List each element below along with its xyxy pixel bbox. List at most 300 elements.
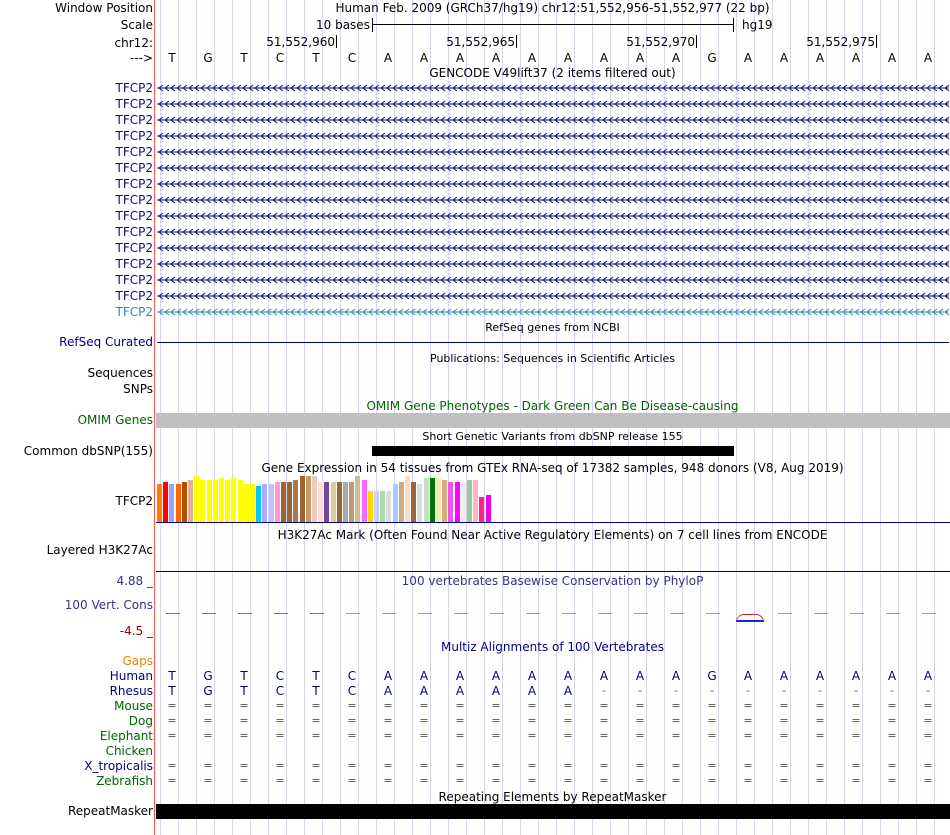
alignment-base: - (710, 684, 714, 697)
alignment-base: A (671, 669, 681, 683)
gtex-tissue-bar[interactable] (467, 480, 472, 522)
alignment-base: = (167, 699, 177, 712)
gencode-transcript-label[interactable]: TFCP2 (115, 305, 153, 319)
gtex-tissue-bar[interactable] (362, 480, 367, 522)
alignment-base: T (168, 684, 176, 698)
alignment-base: = (563, 699, 573, 712)
alignment-base: = (671, 774, 681, 787)
multiz-species-label[interactable]: X_tropicalis (84, 759, 153, 773)
gtex-tissue-bar[interactable] (269, 484, 274, 522)
repeatmasker-track-title: Repeating Elements by RepeatMasker (438, 790, 667, 804)
alignment-base: A (455, 684, 465, 698)
alignment-base: A (383, 669, 393, 683)
repeatmasker-bar[interactable] (156, 804, 950, 819)
multiz-species-label[interactable]: Elephant (99, 729, 153, 743)
alignment-base: = (599, 699, 609, 712)
gtex-tissue-bar[interactable] (386, 491, 391, 522)
alignment-base: = (707, 699, 717, 712)
sequence-base: A (923, 51, 933, 65)
alignment-base: = (707, 759, 717, 772)
alignment-base: A (779, 669, 789, 683)
gtex-tissue-bar[interactable] (194, 476, 199, 522)
alignment-base: A (743, 669, 753, 683)
h3k27ac-track-title: H3K27Ac Mark (Often Found Near Active Regulatory Elements) on 7 cell lines from ENCODE (277, 528, 828, 542)
h3k27ac-baseline (156, 571, 950, 572)
gtex-tissue-bar[interactable] (188, 480, 193, 522)
alignment-base: T (312, 669, 320, 683)
gtex-track-label[interactable]: TFCP2 (115, 494, 153, 508)
alignment-base: - (602, 684, 606, 697)
sequence-base: A (419, 51, 429, 65)
gencode-transcript-line[interactable] (157, 211, 949, 221)
gtex-tissue-bar[interactable] (213, 480, 218, 522)
gtex-tissue-bar[interactable] (207, 480, 212, 522)
tick-label: 51,552,975 (806, 35, 875, 49)
gtex-tissue-bar[interactable] (455, 482, 460, 522)
alignment-base: = (599, 759, 609, 772)
alignment-base: = (887, 714, 897, 727)
gtex-baseline (156, 522, 950, 523)
tick-label: 51,552,970 (626, 35, 695, 49)
sequence-base: T (168, 51, 176, 65)
gtex-tissue-bar[interactable] (231, 478, 236, 522)
alignment-base: = (635, 714, 645, 727)
alignment-base: = (383, 714, 393, 727)
phylop-score-mark[interactable] (526, 613, 540, 614)
alignment-base: = (887, 759, 897, 772)
alignment-base: = (635, 699, 645, 712)
gtex-tissue-bar[interactable] (399, 482, 404, 522)
gtex-tissue-bar[interactable] (219, 478, 224, 522)
multiz-species-label[interactable]: Zebrafish (96, 774, 153, 788)
phylop-score-mark[interactable] (706, 613, 720, 614)
alignment-base: = (383, 699, 393, 712)
sequence-base: A (383, 51, 393, 65)
alignment-base: = (563, 759, 573, 772)
tick-mark (336, 35, 337, 48)
gtex-tissue-bar[interactable] (324, 482, 329, 522)
omim-track-title: OMIM Gene Phenotypes - Dark Green Can Be Disease-causing (366, 399, 739, 413)
alignment-base: = (203, 774, 213, 787)
gtex-tissue-bar[interactable] (200, 480, 205, 522)
phylop-score-mark[interactable] (634, 613, 648, 614)
alignment-base: G (203, 669, 213, 683)
alignment-base: A (491, 684, 501, 698)
gencode-transcript-line[interactable] (157, 131, 949, 141)
gtex-tissue-bar[interactable] (293, 480, 298, 522)
gencode-transcript-line[interactable] (157, 195, 949, 205)
gtex-tissue-bar[interactable] (349, 482, 354, 522)
gtex-tissue-bar[interactable] (355, 476, 360, 522)
alignment-base: = (239, 774, 249, 787)
gtex-tissue-bar[interactable] (374, 491, 379, 522)
scale-bar (372, 24, 734, 25)
sequence-base: A (743, 51, 753, 65)
alignment-base: = (779, 774, 789, 787)
phylop-track-label[interactable]: 100 Vert. Cons (64, 598, 153, 612)
alignment-base: = (527, 699, 537, 712)
gencode-transcript-line[interactable] (157, 115, 949, 125)
alignment-base: = (383, 774, 393, 787)
alignment-base: A (455, 669, 465, 683)
refseq-track-title: RefSeq genes from NCBI (485, 321, 620, 334)
gtex-tissue-bar[interactable] (300, 476, 305, 522)
alignment-base: = (635, 759, 645, 772)
multiz-track-title: Multiz Alignments of 100 Vertebrates (440, 640, 665, 654)
gencode-transcript-line[interactable] (157, 99, 949, 109)
alignment-base: = (599, 774, 609, 787)
gtex-tissue-bar[interactable] (275, 482, 280, 522)
gencode-transcript-line[interactable] (157, 147, 949, 157)
phylop-score-mark[interactable] (238, 613, 252, 614)
gencode-transcript-label[interactable]: TFCP2 (115, 161, 153, 175)
gtex-tissue-bar[interactable] (473, 480, 478, 522)
gtex-tissue-bar[interactable] (368, 491, 373, 522)
alignment-base: = (707, 774, 717, 787)
gtex-tissue-bar[interactable] (442, 480, 447, 522)
alignment-base: = (203, 729, 213, 742)
alignment-base: = (203, 714, 213, 727)
phylop-score-mark[interactable] (382, 613, 396, 614)
gtex-tissue-bar[interactable] (436, 478, 441, 522)
alignment-base: = (347, 774, 357, 787)
gtex-tissue-bar[interactable] (262, 484, 267, 522)
sequence-base: A (635, 51, 645, 65)
alignment-base: = (167, 759, 177, 772)
alignment-base: = (491, 699, 501, 712)
gencode-transcript-label[interactable]: TFCP2 (115, 129, 153, 143)
alignment-base: = (779, 729, 789, 742)
alignment-base: = (851, 699, 861, 712)
sequence-base: G (707, 51, 717, 65)
alignment-base: C (275, 684, 285, 698)
alignment-base: = (743, 729, 753, 742)
multiz-species-label[interactable]: Rhesus (109, 684, 153, 698)
phylop-score-mark[interactable] (418, 613, 432, 614)
gencode-transcript-label[interactable]: TFCP2 (115, 257, 153, 271)
alignment-base: = (671, 729, 681, 742)
gtex-tissue-bar[interactable] (479, 497, 484, 522)
alignment-base: = (527, 774, 537, 787)
alignment-base: A (851, 669, 861, 683)
sequence-base: G (203, 51, 213, 65)
alignment-base: = (347, 699, 357, 712)
phylop-score-mark[interactable] (922, 613, 936, 614)
alignment-base: = (239, 759, 249, 772)
alignment-base: = (707, 714, 717, 727)
alignment-base: A (419, 684, 429, 698)
alignment-base: = (347, 759, 357, 772)
phylop-score-mark[interactable] (562, 613, 576, 614)
sequence-base: A (815, 51, 825, 65)
alignment-base: = (419, 759, 429, 772)
gtex-tissue-bar[interactable] (281, 482, 286, 522)
alignment-base: G (203, 684, 213, 698)
gtex-tissue-bar[interactable] (411, 482, 416, 522)
gencode-transcript-label[interactable]: TFCP2 (115, 273, 153, 287)
alignment-base: = (491, 714, 501, 727)
gencode-transcript-label[interactable]: TFCP2 (115, 209, 153, 223)
gtex-tissue-bar[interactable] (331, 482, 336, 522)
gencode-transcript-label[interactable]: TFCP2 (115, 97, 153, 111)
phylop-min-label: -4.5 _ (119, 624, 153, 638)
alignment-base: = (779, 714, 789, 727)
sequence-base: A (455, 51, 465, 65)
alignment-base: = (779, 759, 789, 772)
alignment-base: = (923, 774, 933, 787)
alignment-base: = (167, 729, 177, 742)
alignment-base: = (455, 759, 465, 772)
omim-gene-bar[interactable] (156, 413, 950, 428)
alignment-base: A (887, 669, 897, 683)
phylop-score-mark[interactable] (778, 613, 792, 614)
alignment-base: = (167, 774, 177, 787)
alignment-base: = (347, 714, 357, 727)
alignment-base: - (674, 684, 678, 697)
phylop-score-mark[interactable] (454, 613, 468, 614)
tick-mark (516, 35, 517, 48)
alignment-base: = (455, 714, 465, 727)
gencode-transcript-label[interactable]: TFCP2 (115, 289, 153, 303)
gtex-tissue-bar[interactable] (337, 482, 342, 522)
sequence-base: A (527, 51, 537, 65)
alignment-base: - (926, 684, 930, 697)
alignment-base: T (240, 684, 248, 698)
gencode-transcript-line[interactable] (157, 243, 949, 253)
alignment-base: = (887, 699, 897, 712)
alignment-base: = (239, 714, 249, 727)
tick-mark (876, 35, 877, 48)
phylop-score-mark[interactable] (886, 613, 900, 614)
alignment-base: = (599, 714, 609, 727)
assembly-label: hg19 (742, 18, 773, 32)
sequence-base: T (312, 51, 320, 65)
tick-label: 51,552,960 (266, 35, 335, 49)
alignment-base: A (599, 669, 609, 683)
gtex-tissue-bar[interactable] (343, 482, 348, 522)
alignment-base: = (419, 699, 429, 712)
gtex-tissue-bar[interactable] (318, 482, 323, 522)
phylop-score-mark[interactable] (202, 613, 216, 614)
phylop-score-mark[interactable] (814, 613, 828, 614)
sequence-base: A (563, 51, 573, 65)
gencode-transcript-line[interactable] (157, 83, 949, 93)
alignment-base: = (599, 729, 609, 742)
gtex-track-title: Gene Expression in 54 tissues from GTEx RNA-seq of 17382 samples, 948 donors (V8, Aug 2019) (261, 461, 844, 475)
alignment-base: = (743, 699, 753, 712)
gtex-tissue-bar[interactable] (486, 495, 491, 522)
gencode-transcript-label[interactable]: TFCP2 (115, 177, 153, 191)
publications-track-title: Publications: Sequences in Scientific Articles (430, 352, 675, 365)
alignment-base: = (311, 729, 321, 742)
alignment-base: - (746, 684, 750, 697)
alignment-base: = (851, 759, 861, 772)
alignment-base: = (311, 774, 321, 787)
alignment-base: = (275, 699, 285, 712)
alignment-base: = (779, 699, 789, 712)
alignment-base: = (851, 714, 861, 727)
alignment-base: = (455, 729, 465, 742)
alignment-base: = (491, 729, 501, 742)
alignment-base: = (167, 714, 177, 727)
dbsnp-track-label[interactable]: Common dbSNP(155) (23, 444, 153, 458)
gencode-transcript-label[interactable]: TFCP2 (115, 145, 153, 159)
alignment-base: = (815, 774, 825, 787)
gtex-tissue-bar[interactable] (163, 482, 168, 522)
alignment-base: = (491, 774, 501, 787)
gtex-tissue-bar[interactable] (256, 486, 261, 522)
h3k27ac-track-label[interactable]: Layered H3K27Ac (46, 543, 153, 557)
alignment-base: = (851, 729, 861, 742)
alignment-base: = (815, 729, 825, 742)
phylop-max-label: 4.88 _ (116, 574, 153, 588)
phylop-score-mark[interactable] (670, 613, 684, 614)
alignment-base: = (455, 774, 465, 787)
alignment-base: = (815, 699, 825, 712)
sequence-base: A (671, 51, 681, 65)
gtex-tissue-bar[interactable] (244, 484, 249, 522)
alignment-base: A (815, 669, 825, 683)
gtex-tissue-bar[interactable] (380, 491, 385, 522)
sequence-base: T (240, 51, 248, 65)
gencode-transcript-label[interactable]: TFCP2 (115, 241, 153, 255)
multiz-species-label[interactable]: Mouse (114, 699, 153, 713)
alignment-base: A (923, 669, 933, 683)
alignment-base: = (527, 729, 537, 742)
gtex-tissue-bar[interactable] (430, 478, 435, 522)
phylop-score-mark[interactable] (490, 613, 504, 614)
phylop-score-mark[interactable] (346, 613, 360, 614)
alignment-base: - (890, 684, 894, 697)
alignment-base: = (275, 729, 285, 742)
alignment-base: = (563, 774, 573, 787)
alignment-base: = (239, 699, 249, 712)
alignment-base: = (743, 759, 753, 772)
multiz-gaps-label: Gaps (122, 654, 153, 668)
alignment-base: = (383, 759, 393, 772)
alignment-base: = (203, 699, 213, 712)
alignment-base: = (923, 759, 933, 772)
alignment-base: = (311, 714, 321, 727)
alignment-base: A (563, 684, 573, 698)
alignment-base: = (311, 699, 321, 712)
gtex-tissue-bar[interactable] (417, 484, 422, 522)
alignment-base: = (851, 774, 861, 787)
gencode-transcript-line[interactable] (157, 179, 949, 189)
gencode-transcript-label[interactable]: TFCP2 (115, 113, 153, 127)
phylop-track-title: 100 vertebrates Basewise Conservation by PhyloP (401, 574, 704, 588)
alignment-base: G (707, 669, 717, 683)
gencode-transcript-line[interactable] (157, 163, 949, 173)
repeatmasker-track-label[interactable]: RepeatMasker (67, 804, 153, 818)
alignment-base: = (347, 729, 357, 742)
phylop-score-mark[interactable] (166, 613, 180, 614)
multiz-species-label[interactable]: Dog (128, 714, 153, 728)
gencode-transcript-line[interactable] (157, 275, 949, 285)
alignment-base: = (743, 774, 753, 787)
alignment-base: = (527, 759, 537, 772)
gencode-transcript-line[interactable] (157, 291, 949, 301)
gencode-transcript-label[interactable]: TFCP2 (115, 193, 153, 207)
scale-text: 10 bases (316, 18, 370, 32)
gencode-track-title: GENCODE V49lift37 (2 items filtered out) (429, 66, 676, 80)
gtex-tissue-bar[interactable] (287, 482, 292, 522)
gtex-tissue-bar[interactable] (250, 484, 255, 522)
gtex-tissue-bar[interactable] (448, 482, 453, 522)
alignment-base: = (707, 729, 717, 742)
gtex-tissue-bar[interactable] (405, 476, 410, 522)
alignment-base: = (491, 759, 501, 772)
gencode-transcript-line[interactable] (157, 227, 949, 237)
scale-bar-left-tick (372, 18, 373, 32)
omim-track-label[interactable]: OMIM Genes (77, 413, 153, 427)
refseq-gene-line[interactable] (157, 342, 949, 343)
window-position-label: Window Position (55, 1, 153, 15)
gtex-tissue-bar[interactable] (176, 484, 181, 522)
phylop-score-mark[interactable] (850, 613, 864, 614)
alignment-base: T (240, 669, 248, 683)
multiz-species-label[interactable]: Chicken (105, 744, 153, 758)
gencode-transcript-line[interactable] (157, 259, 949, 269)
gencode-transcript-label[interactable]: TFCP2 (115, 225, 153, 239)
alignment-base: = (563, 714, 573, 727)
sequence-base: A (599, 51, 609, 65)
phylop-score-mark[interactable] (274, 613, 288, 614)
alignment-base: = (815, 759, 825, 772)
gtex-tissue-bar[interactable] (312, 476, 317, 522)
alignment-base: A (635, 669, 645, 683)
gtex-tissue-bar[interactable] (424, 478, 429, 522)
tick-mark (696, 35, 697, 48)
scale-label: Scale (120, 18, 153, 32)
alignment-base: = (383, 729, 393, 742)
gtex-tissue-bar[interactable] (461, 482, 466, 522)
alignment-base: = (671, 699, 681, 712)
alignment-base: A (563, 669, 573, 683)
multiz-species-label[interactable]: Human (109, 669, 153, 683)
publications-snps-label[interactable]: SNPs (123, 382, 153, 396)
alignment-base: = (275, 714, 285, 727)
label-divider-line (154, 0, 155, 835)
publications-sequences-label[interactable]: Sequences (87, 366, 153, 380)
gtex-tissue-bar[interactable] (225, 480, 230, 522)
alignment-base: = (419, 729, 429, 742)
phylop-score-mark[interactable] (598, 613, 612, 614)
refseq-track-label[interactable]: RefSeq Curated (59, 335, 153, 349)
gencode-transcript-line[interactable] (157, 307, 949, 317)
gtex-tissue-bar[interactable] (238, 480, 243, 522)
gtex-tissue-bar[interactable] (393, 484, 398, 522)
gtex-tissue-bar[interactable] (169, 484, 174, 522)
alignment-base: - (782, 684, 786, 697)
scale-bar-right-tick (733, 18, 734, 32)
alignment-base: = (743, 714, 753, 727)
alignment-base: T (312, 684, 320, 698)
sequence-base: A (779, 51, 789, 65)
alignment-base: A (491, 669, 501, 683)
alignment-base: = (527, 714, 537, 727)
alignment-base: - (818, 684, 822, 697)
phylop-gap-mark[interactable] (736, 614, 764, 622)
dbsnp-variant-bar[interactable] (372, 446, 734, 456)
gtex-tissue-bar[interactable] (157, 484, 162, 522)
gencode-transcript-label[interactable]: TFCP2 (115, 81, 153, 95)
gtex-tissue-bar[interactable] (306, 476, 311, 522)
phylop-score-mark[interactable] (310, 613, 324, 614)
gtex-tissue-bar[interactable] (182, 482, 187, 522)
alignment-base: C (275, 669, 285, 683)
alignment-base: = (923, 699, 933, 712)
